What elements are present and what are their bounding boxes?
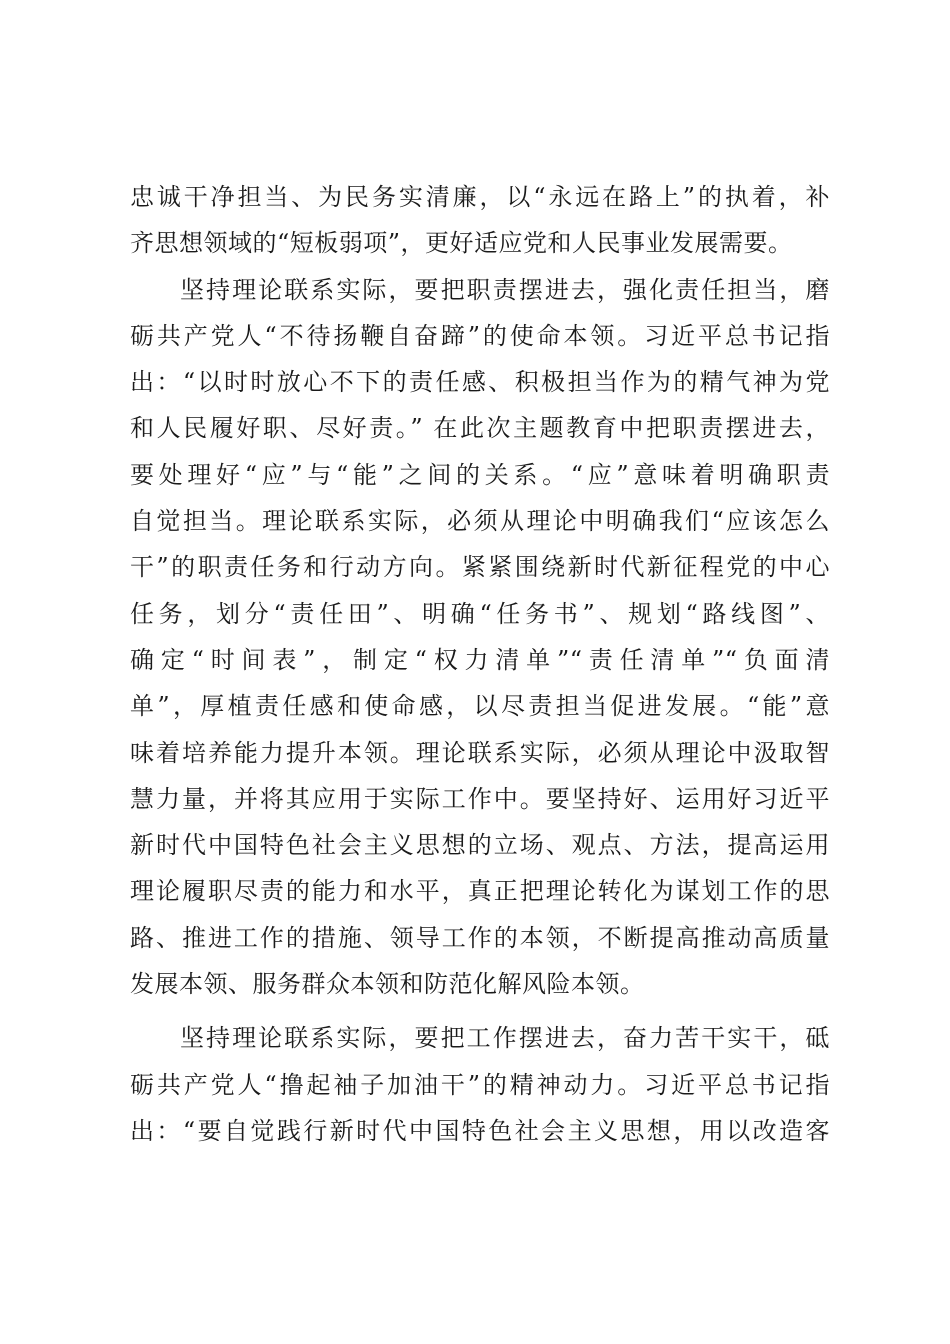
text-line: 齐思想领域的“短板弱项”，更好适应党和人民事业发展需要。	[130, 229, 793, 258]
text-line: 坚持理论联系实际，要把职责摆进去，强化责任担当，磨	[180, 275, 830, 304]
text-line: 新时代中国特色社会主义思想的立场、观点、方法，提高运用	[130, 831, 830, 860]
text-line: 味着培养能力提升本领。理论联系实际，必须从理论中汲取智	[130, 738, 830, 767]
text-line: 坚持理论联系实际，要把工作摆进去，奋力苦干实干，砥	[180, 1024, 830, 1053]
text-line: 忠诚干净担当、为民务实清廉，以“永远在路上”的执着，补	[130, 183, 830, 211]
text-line: 和人民履好职、尽好责。” 在此次主题教育中把职责摆进去，	[130, 414, 830, 443]
text-line: 要处理好“应”与“能”之间的关系。“应”意味着明确职责	[130, 460, 830, 489]
text-line: 慧力量，并将其应用于实际工作中。要坚持好、运用好习近平	[130, 784, 830, 813]
text-line: 干”的职责任务和行动方向。紧紧围绕新时代新征程党的中心	[130, 553, 830, 582]
text-line: 发展本领、服务群众本领和防范化解风险本领。	[130, 970, 645, 999]
paragraph-gap	[130, 1007, 830, 1015]
text-line: 任务，划分“责任田”、明确“任务书”、规划“路线图”、	[130, 599, 830, 628]
text-line: 砺共产党人“不待扬鞭自奋蹄”的使命本领。习近平总书记指	[130, 321, 830, 350]
text-line: 路、推进工作的措施、领导工作的本领，不断提高推动高质量	[130, 923, 830, 952]
text-line: 理论履职尽责的能力和水平，真正把理论转化为谋划工作的思	[130, 877, 830, 906]
text-line: 确定“时间表”，制定“权力清单”“责任清单”“负面清	[130, 645, 830, 674]
text-line: 出：“以时时放心不下的责任感、积极担当作为的精气神为党	[130, 368, 830, 397]
text-line: 单”，厚植责任感和使命感，以尽责担当促进发展。“能”意	[130, 692, 830, 721]
document-body	[130, 174, 830, 1154]
text-line: 自觉担当。理论联系实际，必须从理论中明确我们“应该怎么	[130, 507, 830, 536]
text-line: 砺共产党人“撸起袖子加油干”的精神动力。习近平总书记指	[130, 1070, 830, 1099]
text-line: 出：“要自觉践行新时代中国特色社会主义思想，用以改造客	[130, 1116, 830, 1145]
